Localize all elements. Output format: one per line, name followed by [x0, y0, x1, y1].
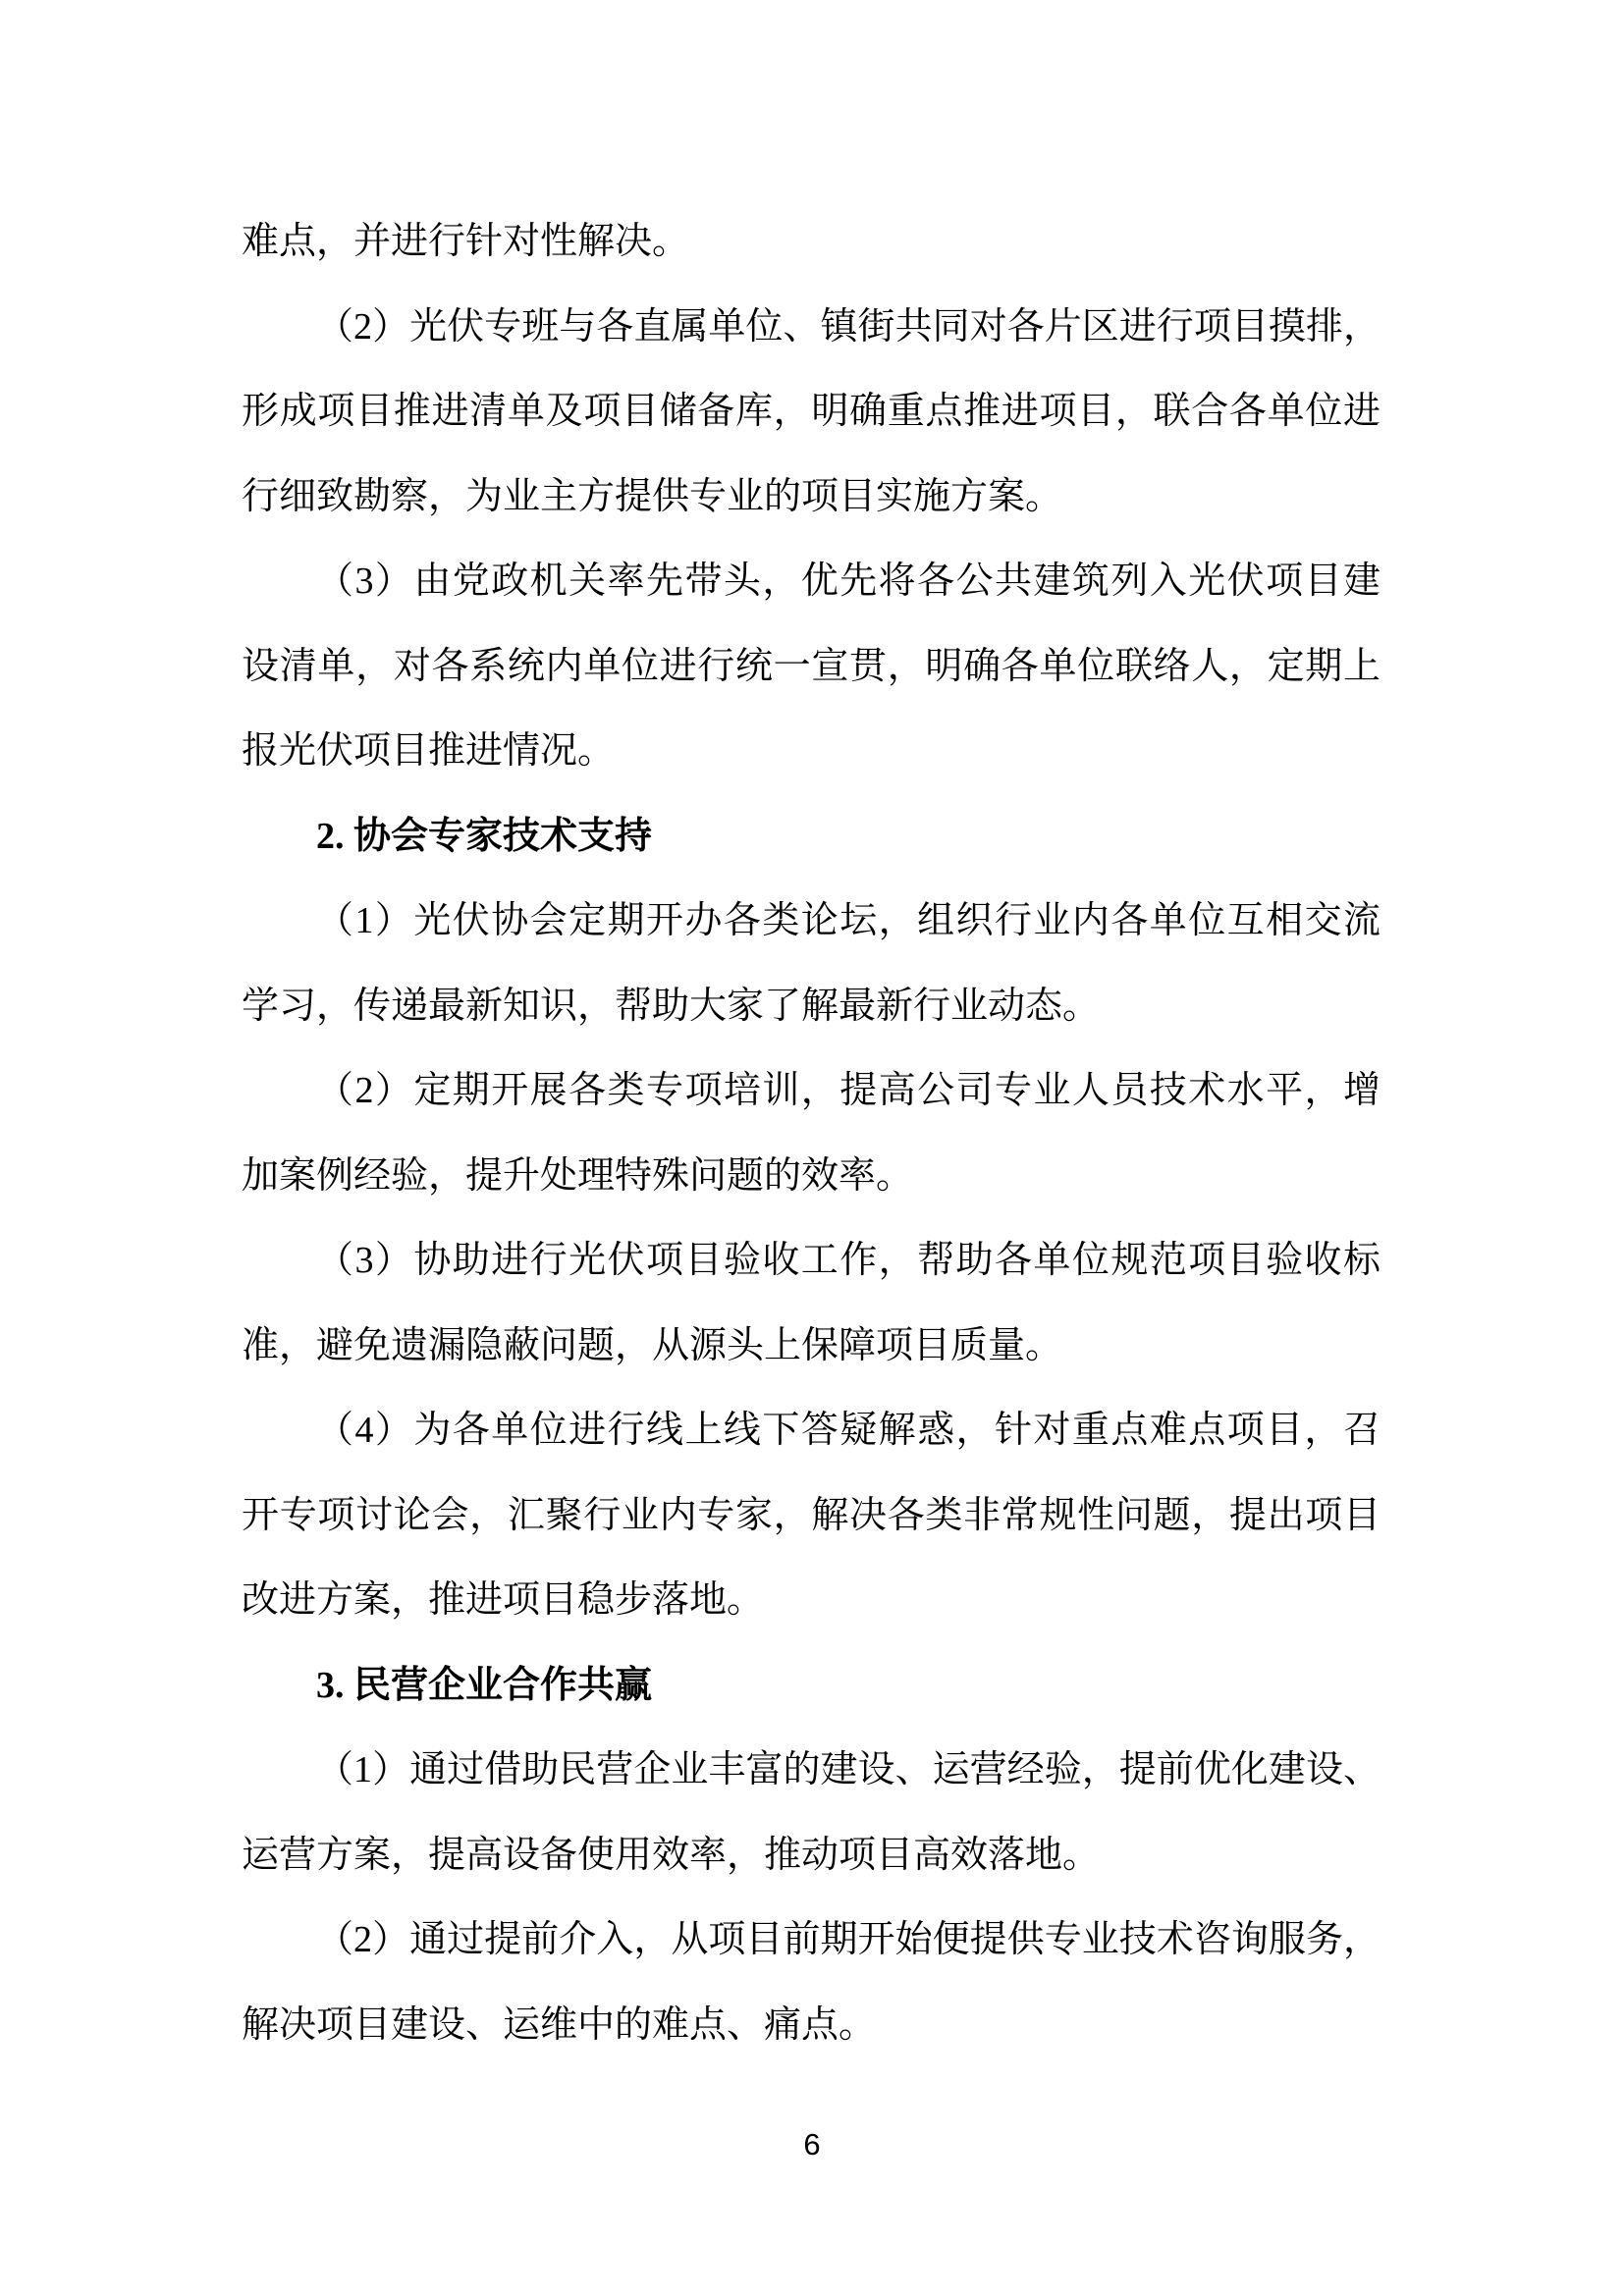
text-line: 运营方案，提高设备使用效率，推动项目高效落地。	[242, 1834, 1101, 1876]
text-line: （1）光伏协会定期开办各类论坛，组织行业内各单位互相交流	[316, 900, 1380, 941]
text-line: 加案例经验，提升处理特殊问题的效率。	[242, 1154, 914, 1197]
text-line: （4）为各单位进行线上线下答疑解惑，针对重点难点项目，召	[316, 1410, 1380, 1451]
text-line: 报光伏项目推进情况。	[242, 730, 616, 772]
page-footer	[0, 2122, 1624, 2167]
section-heading: 3. 民营企业合作共赢	[316, 1664, 653, 1706]
text-line: 设清单，对各系统内单位进行统一宣贯，明确各单位联络人，定期上	[242, 645, 1380, 687]
text-line: 开专项讨论会，汇聚行业内专家，解决各类非常规性问题，提出项目	[242, 1494, 1380, 1536]
text-line: （1）通过借助民营企业丰富的建设、运营经验，提前优化建设、	[316, 1749, 1380, 1790]
text-line: （2）光伏专班与各直属单位、镇街共同对各片区进行项目摸排，	[316, 305, 1380, 347]
section-heading: 2. 协会专家技术支持	[316, 815, 653, 857]
text-line: 行细致勘察，为业主方提供专业的项目实施方案。	[242, 475, 1063, 517]
text-line: （3）由党政机关率先带头，优先将各公共建筑列入光伏项目建	[316, 561, 1380, 602]
text-line: 形成项目推进清单及项目储备库，明确重点推进项目，联合各单位进	[242, 391, 1380, 432]
text-line: 解决项目建设、运维中的难点、痛点。	[242, 2003, 877, 2046]
page-number: 6	[803, 2127, 821, 2162]
text-line: 准，避免遗漏隐蔽问题，从源头上保障项目质量。	[242, 1324, 1063, 1366]
text-line: （3）协助进行光伏项目验收工作，帮助各单位规范项目验收标	[316, 1240, 1380, 1281]
text-line: 难点，并进行针对性解决。	[242, 221, 690, 262]
text-line: 学习，传递最新知识，帮助大家了解最新行业动态。	[242, 985, 1101, 1027]
text-line: （2）定期开展各类专项培训，提高公司专业人员技术水平，增	[316, 1070, 1380, 1111]
text-line: 改进方案，推进项目稳步落地。	[242, 1579, 765, 1621]
text-line: （2）通过提前介入，从项目前期开始便提供专业技术咨询服务，	[316, 1919, 1380, 1960]
document-body	[242, 199, 1380, 2067]
